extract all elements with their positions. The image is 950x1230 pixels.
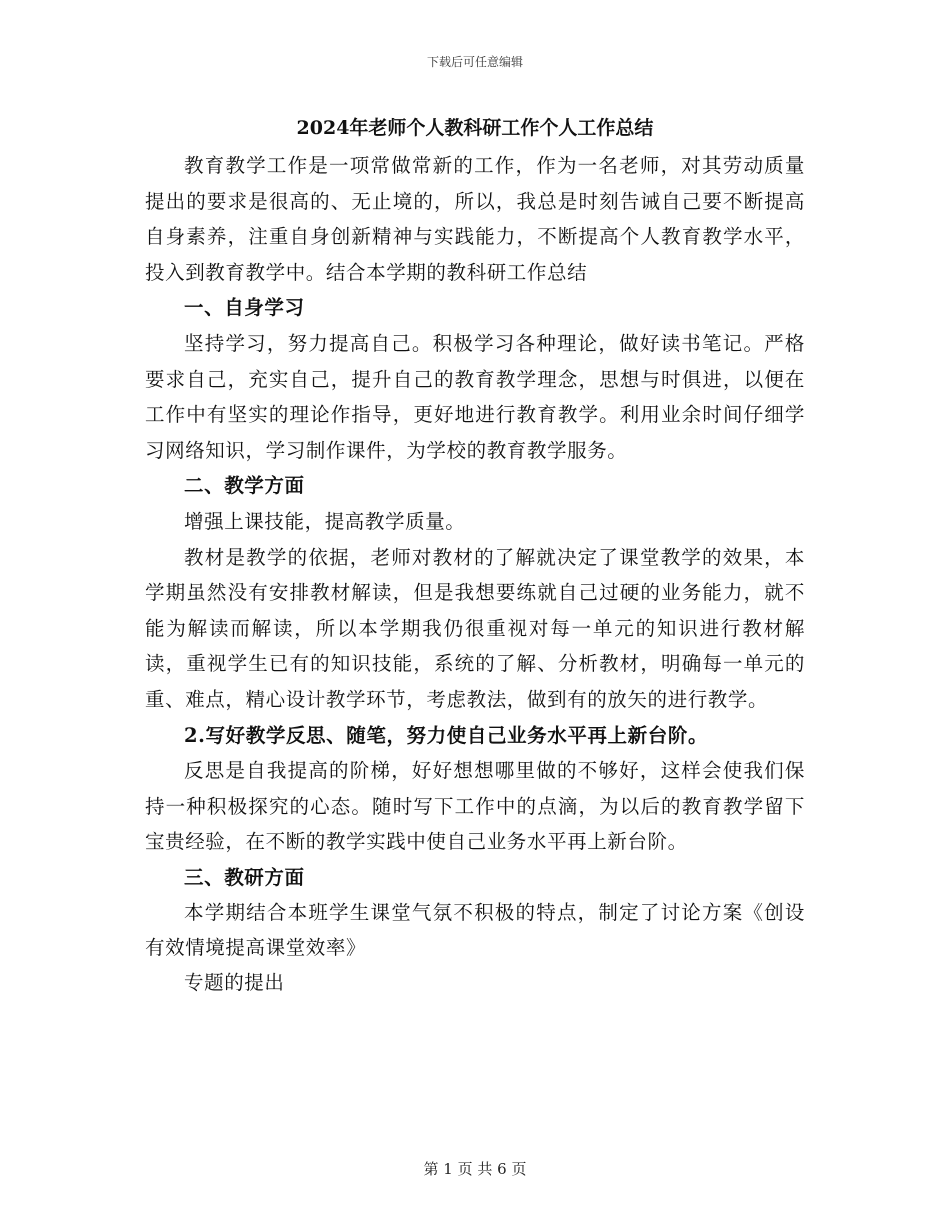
reflection-paragraph: 反思是自我提高的阶梯，好好想想哪里做的不够好，这样会使我们保持一种积极探究的心态。随时写下工作中的点滴，为以后的教育教学留下宝贵经验，在不断的教学实践中使自己业务水平再上新台阶。 — [145, 759, 805, 854]
section-heading-research: 三、教研方面 — [184, 865, 305, 889]
intro-paragraph: 教育教学工作是一项常做常新的工作，作为一名老师，对其劳动质量提出的要求是很高的、无止境的，所以，我总是时刻告诫自己要不断提高自身素养，注重自身创新精神与实践能力，不断提高个人教育教学水平，投入到教育教学中。结合本学期的教科研工作总结 — [145, 154, 805, 284]
document-title: 2024年老师个人教科研工作个人工作总结 — [296, 117, 654, 139]
teaching-paragraph-1: 增强上课技能，提高教学质量。 — [184, 509, 466, 533]
research-paragraph-2: 专题的提出 — [184, 971, 285, 995]
research-paragraph-1: 本学期结合本班学生课堂气氛不积极的特点，制定了讨论方案《创设有效情境提高课堂效率》 — [145, 901, 805, 960]
teaching-paragraph-2: 教材是教学的依据，老师对教材的了解就决定了课堂教学的效果，本学期虽然没有安排教材解读，但是我想要练就自己过硬的业务能力，就不能为解读而解读，所以本学期我仍很重视对每一单元的知识进行教材解读，重视学生已有的知识技能，系统的了解、分析教材，明确每一单元的重、难点，精心设计教学环节，考虑教法，做到有的放矢的进行教学。 — [145, 545, 805, 711]
page-footer: 第 1 页 共 6 页 — [423, 1160, 527, 1178]
header-note: 下载后可任意编辑 — [426, 55, 523, 69]
sub-heading-reflection: 2.写好教学反思、随笔，努力使自己业务水平再上新台阶。 — [184, 723, 709, 747]
section-heading-self-study: 一、自身学习 — [184, 296, 305, 320]
self-study-paragraph: 坚持学习，努力提高自己。积极学习各种理论，做好读书笔记。严格要求自己，充实自己，提升自己的教育教学理念，思想与时俱进，以便在工作中有坚实的理论作指导，更好地进行教育教学。利用业余时间仔细学习网络知识，学习制作课件，为学校的教育教学服务。 — [145, 331, 805, 462]
section-heading-teaching: 二、教学方面 — [184, 474, 305, 498]
document-body — [145, 114, 805, 1001]
